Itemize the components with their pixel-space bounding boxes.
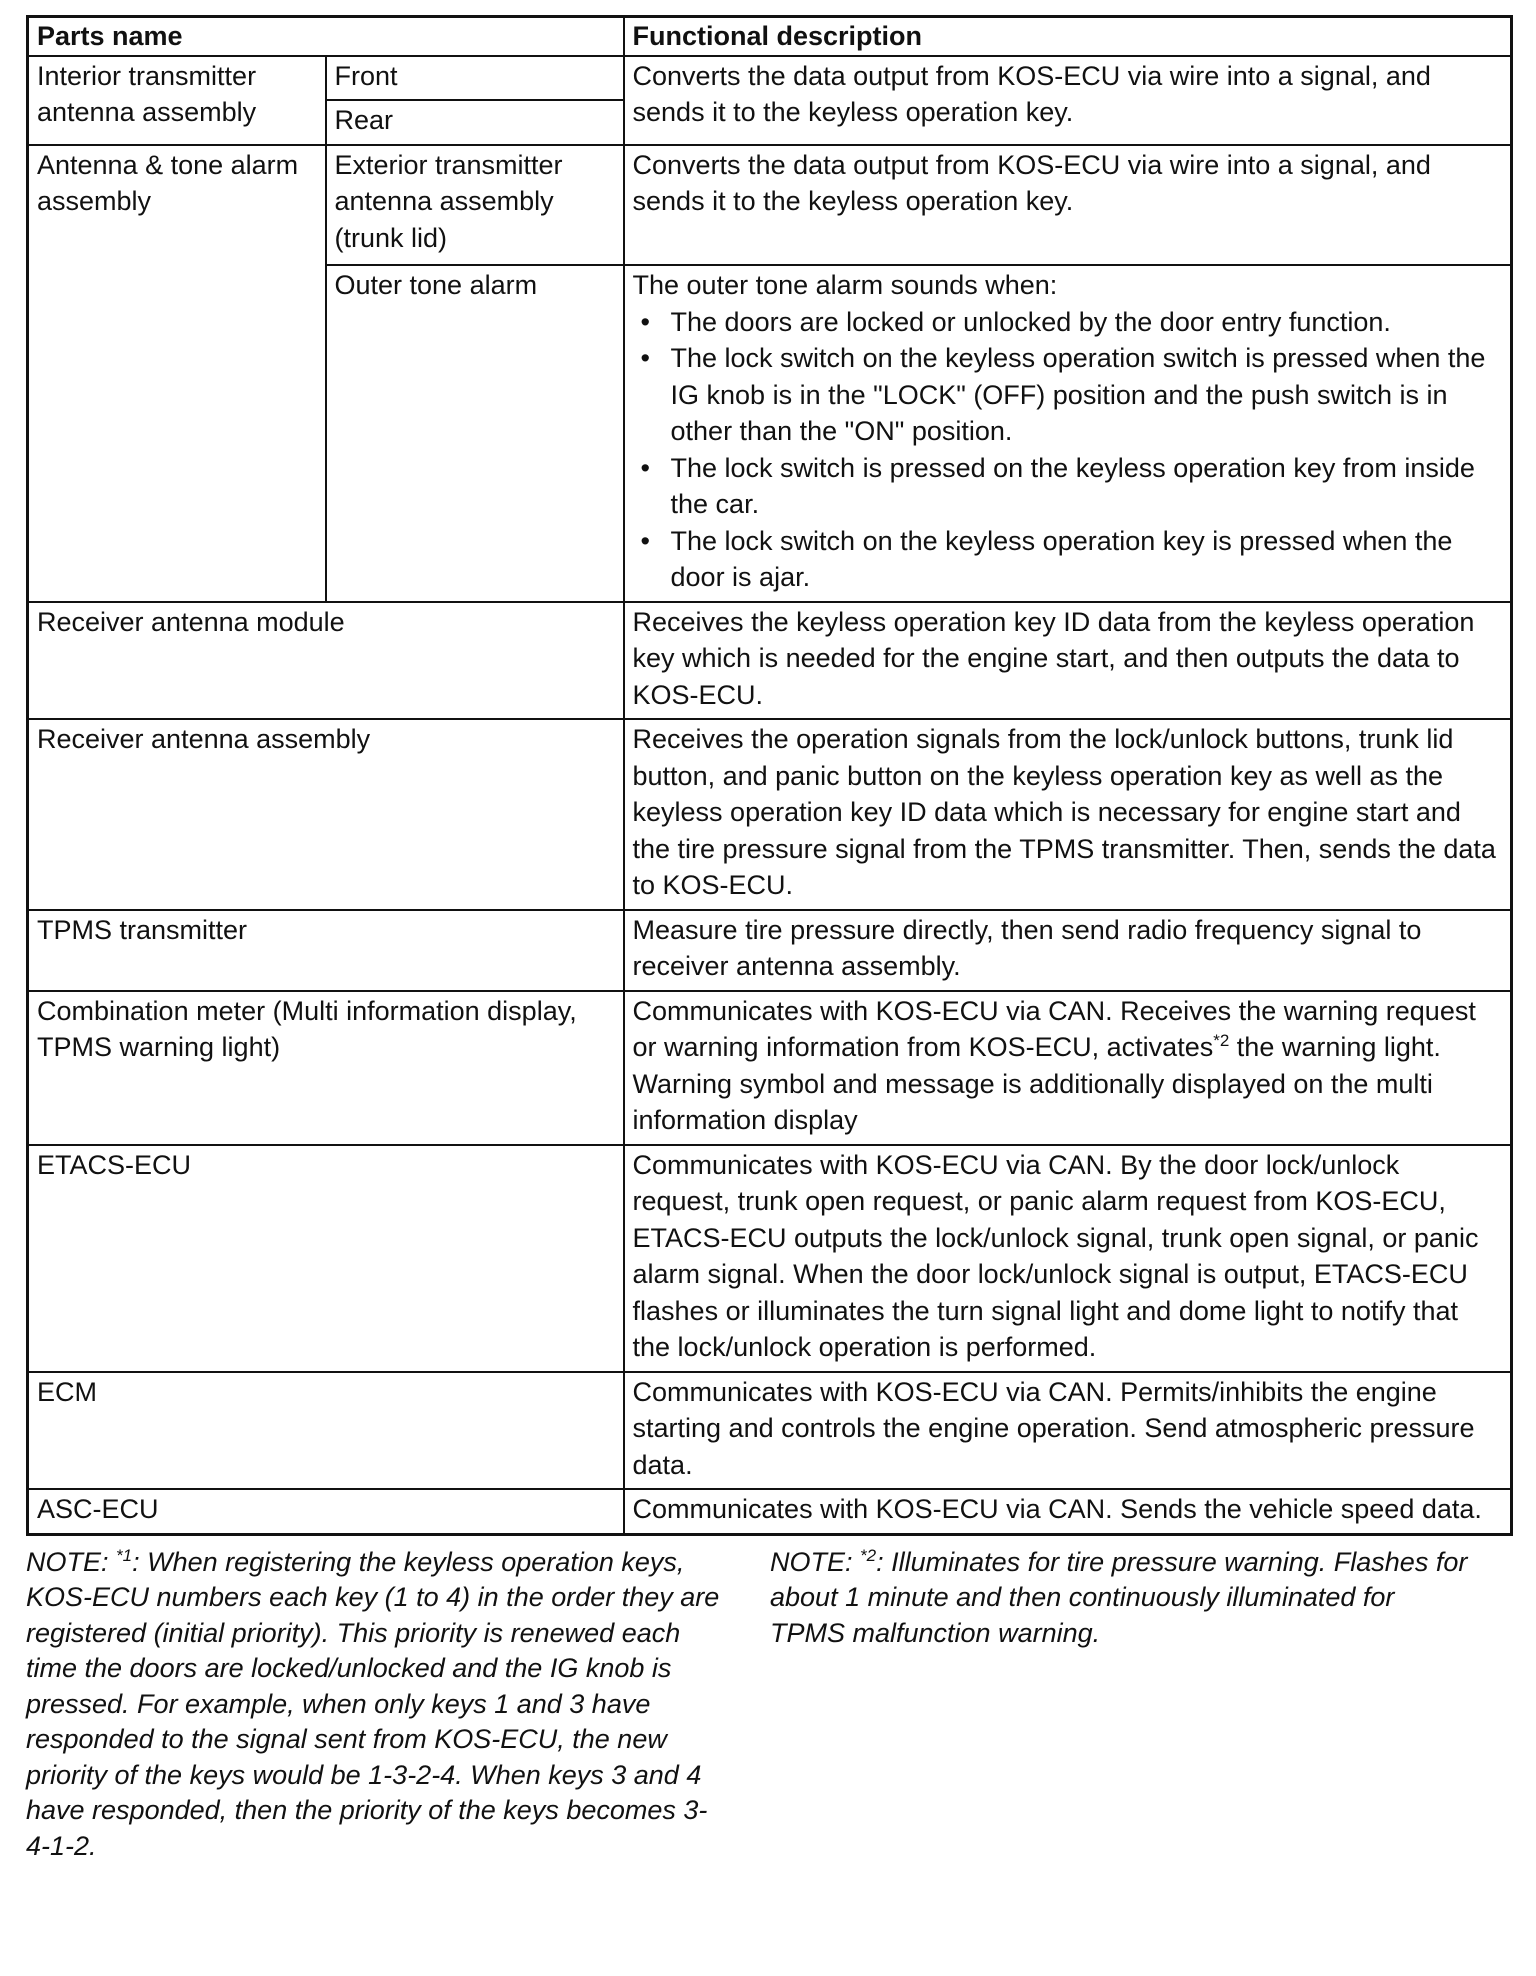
part-name-antenna-tone-alarm: Antenna & tone alarm assembly [28,145,326,602]
parts-function-table [26,15,1513,1536]
note-prefix: NOTE: [26,1546,117,1577]
desc-ecm: Communicates with KOS-ECU via CAN. Permits/inhibits the engine starting and controls the engine operation. Send atmospheric pressure data. [624,1372,1512,1490]
part-name-interior-antenna: Interior transmitter antenna assembly [28,56,326,145]
header-parts-name: Parts name [28,17,624,56]
sub-part-rear: Rear [326,100,624,145]
desc-asc-ecu: Communicates with KOS-ECU via CAN. Sends the vehicle speed data. [624,1489,1512,1534]
table-header-row [28,17,1512,56]
part-name-receiver-antenna-module: Receiver antenna module [28,602,624,720]
list-item: • The doors are locked or unlocked by the door entry function. [633,304,1503,341]
part-name-tpms-transmitter: TPMS transmitter [28,910,624,991]
desc-text: the warning light. Warning symbol and message is additionally displayed on the multi information display [632,1032,1441,1135]
notes-section [26,1545,1510,1865]
sub-part-front: Front [326,56,624,101]
part-name-combination-meter: Combination meter (Multi information display, TPMS warning light) [28,991,624,1145]
table-row [28,1489,1512,1534]
part-name-asc-ecu: ASC-ECU [28,1489,624,1534]
table-row [28,56,1512,101]
part-name-receiver-antenna-assembly: Receiver antenna assembly [28,719,624,910]
part-name-ecm: ECM [28,1372,624,1490]
desc-receiver-antenna-module: Receives the keyless operation key ID data from the keyless operation key which is needed for the engine start, and then outputs the data to KOS-ECU. [624,602,1512,720]
table-row [28,145,1512,266]
note-text: : Illuminates for tire pressure warning. Flashes for about 1 minute and then continuously illuminated for TPMS malfunction warning. [770,1546,1468,1648]
list-item: • The lock switch is pressed on the keyless operation key from inside the car. [633,450,1503,523]
header-functional-description: Functional description [624,17,1512,56]
table-row [28,991,1512,1145]
desc-combination-meter [624,991,1512,1145]
outer-tone-conditions [633,304,1503,596]
sub-part-outer-tone-alarm: Outer tone alarm [326,265,624,602]
desc-text: Communicates with KOS-ECU via CAN. Receives the warning request or warning information from KOS-ECU, activates [632,995,1476,1062]
list-item: • The lock switch on the keyless operation key is pressed when the door is ajar. [633,523,1503,596]
desc-interior-antenna: Converts the data output from KOS-ECU via wire into a signal, and sends it to the keyless operation key. [624,56,1512,145]
table-row [28,910,1512,991]
table-row [28,602,1512,720]
table-row [28,719,1512,910]
sub-part-exterior-antenna: Exterior transmitter antenna assembly (trunk lid) [326,145,624,266]
desc-exterior-antenna: Converts the data output from KOS-ECU via wire into a signal, and sends it to the keyless operation key. [624,145,1512,266]
table-row [28,1145,1512,1372]
document-page [26,15,1510,1864]
desc-receiver-antenna-assembly: Receives the operation signals from the lock/unlock buttons, trunk lid button, and panic button on the keyless operation key as well as the keyless operation key ID data which is necessary for engine start and the tire pressure signal from the TPMS transmitter. Then, sends the data to KOS-ECU. [624,719,1512,910]
desc-tpms-transmitter: Measure tire pressure directly, then send radio frequency signal to receiver antenna assembly. [624,910,1512,991]
note-text: : When registering the keyless operation keys, KOS-ECU numbers each key (1 to 4) in the order they are registered (initial priority). This priority is renewed each time the doors are locked/unlocked and the IG knob is pressed. For example, when only keys 1 and 3 have responded to the signal sent from KOS-ECU, the new priority of the keys would be 1-3-2-4. When keys 3 and 4 have responded, then the priority of the keys becomes 3-4-1-2. [26,1546,720,1861]
footnote-mark: *1 [116,1545,133,1565]
desc-outer-tone-alarm [624,265,1512,602]
part-name-etacs-ecu: ETACS-ECU [28,1145,624,1372]
note-2 [770,1545,1470,1865]
note-1 [26,1545,726,1865]
footnote-mark: *2 [860,1545,877,1565]
desc-etacs-ecu: Communicates with KOS-ECU via CAN. By the door lock/unlock request, trunk open request, or panic alarm request from KOS-ECU, ETACS-ECU outputs the lock/unlock signal, trunk open signal, or panic alarm signal. When the door lock/unlock signal is output, ETACS-ECU flashes or illuminates the turn signal light and dome light to notify that the lock/unlock operation is performed. [624,1145,1512,1372]
note-prefix: NOTE: [770,1546,861,1577]
list-item: • The lock switch on the keyless operation switch is pressed when the IG knob is in the "LOCK" (OFF) position and the push switch is in other than the "ON" position. [633,340,1503,450]
outer-tone-intro: The outer tone alarm sounds when: [632,270,1058,300]
footnote-ref: *2 [1213,1031,1230,1050]
table-row [28,1372,1512,1490]
